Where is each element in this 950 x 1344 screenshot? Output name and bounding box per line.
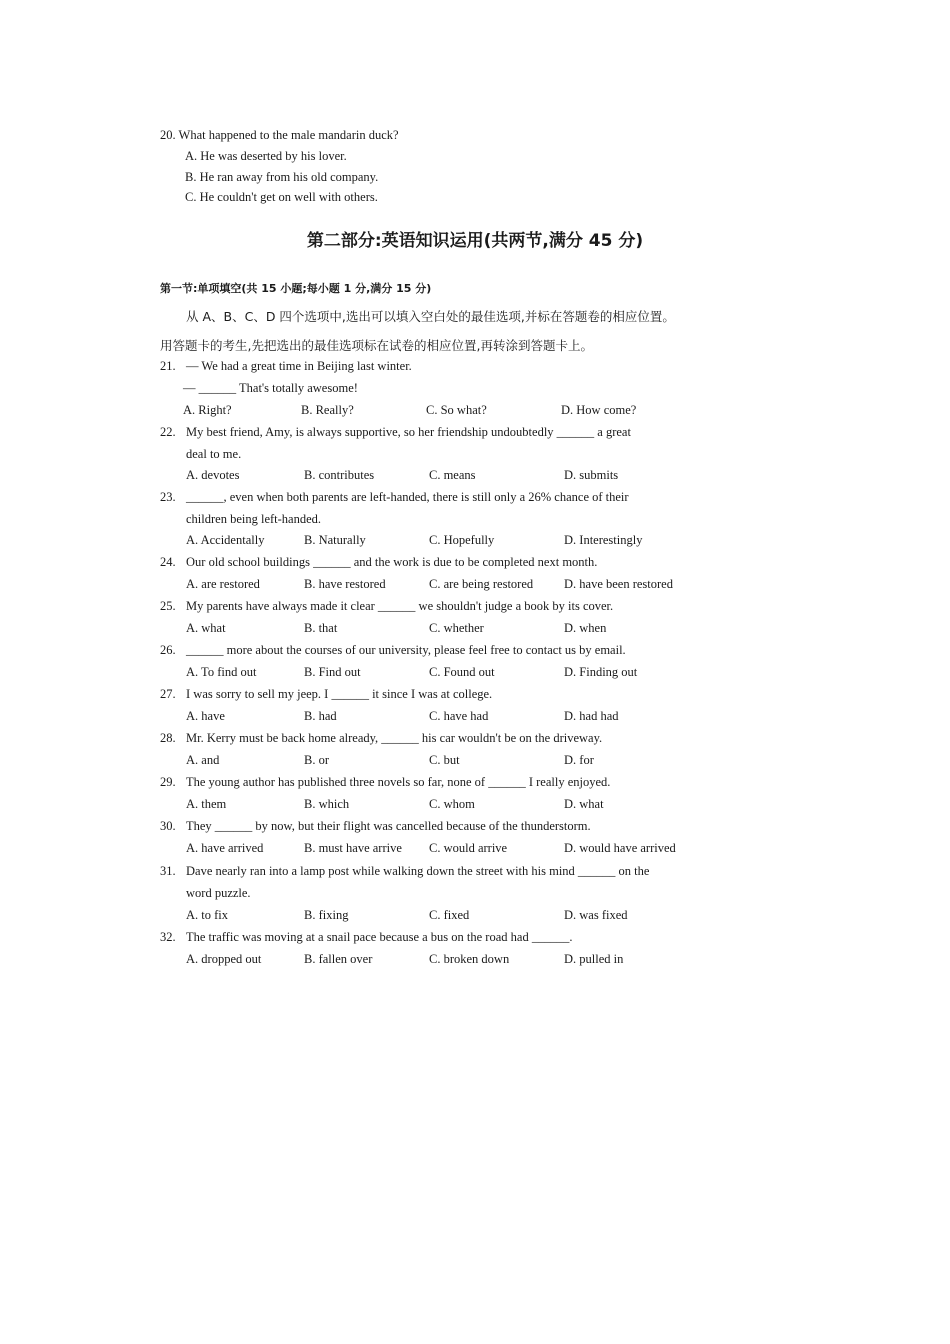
question-text: — We had a great time in Beijing last winter.	[186, 359, 412, 373]
question-20-option-a: A. He was deserted by his lover.	[185, 149, 347, 163]
question-number: 31.	[160, 864, 176, 878]
question-22-stem-line2: deal to me.	[186, 447, 242, 461]
question-number: 23.	[160, 490, 176, 504]
question-text: My best friend, Amy, is always supportive, so her friendship undoubtedly ______ a great	[186, 425, 631, 439]
option-a: A. Accidentally	[186, 533, 265, 547]
option-a: A. To find out	[186, 665, 257, 679]
instruction-line-1: 从 A、B、C、D 四个选项中,选出可以填入空白处的最佳选项,并标在答题卷的相应位置。	[186, 309, 675, 324]
question-text: ______ more about the courses of our university, please feel free to contact us by email.	[186, 643, 626, 657]
option-c: C. whom	[429, 797, 475, 811]
option-c: C. means	[429, 468, 476, 482]
question-text: The young author has published three novels so far, none of ______ I really enjoyed.	[186, 775, 611, 789]
question-number: 27.	[160, 687, 176, 701]
option-c: C. So what?	[426, 403, 487, 417]
option-c: C. would arrive	[429, 841, 508, 855]
option-c: C. have had	[429, 709, 489, 723]
option-a: A. have	[186, 709, 225, 723]
question-text: Mr. Kerry must be back home already, ______ his car wouldn't be on the driveway.	[186, 731, 603, 745]
option-b: B. Naturally	[304, 533, 366, 547]
option-d: D. was fixed	[564, 908, 628, 922]
part2-heading: 第二部分:英语知识运用(共两节,满分 45 分)	[306, 231, 644, 251]
question-31-stem	[160, 864, 649, 879]
question-text: Dave nearly ran into a lamp post while walking down the street with his mind ______ on the	[186, 864, 650, 878]
question-21-stem-line2: — ______ That's totally awesome!	[183, 381, 358, 395]
option-b: B. had	[304, 709, 337, 723]
option-b: B. contributes	[304, 468, 375, 482]
option-a: A. to fix	[186, 908, 229, 922]
option-c: C. whether	[429, 621, 484, 635]
question-20-option-c: C. He couldn't get on well with others.	[185, 190, 378, 204]
option-a: A. and	[186, 753, 220, 767]
question-27-stem	[160, 687, 492, 702]
option-b: B. fallen over	[304, 952, 373, 966]
option-d: D. have been restored	[564, 577, 673, 591]
option-d: D. Finding out	[564, 665, 638, 679]
option-b: B. Find out	[304, 665, 361, 679]
option-d: D. pulled in	[564, 952, 624, 966]
option-b: B. must have arrive	[304, 841, 402, 855]
option-c: C. but	[429, 753, 460, 767]
option-d: D. would have arrived	[564, 841, 676, 855]
option-d: D. How come?	[561, 403, 637, 417]
instruction-line-2: 用答题卡的考生,先把选出的最佳选项标在试卷的相应位置,再转涂到答题卡上。	[160, 338, 593, 353]
option-a: A. Right?	[183, 403, 232, 417]
option-d: D. had had	[564, 709, 619, 723]
question-25-stem	[160, 599, 613, 614]
question-23-stem	[160, 490, 629, 505]
option-b: B. Really?	[301, 403, 354, 417]
option-b: B. have restored	[304, 577, 386, 591]
question-number: 32.	[160, 930, 176, 944]
question-number: 28.	[160, 731, 176, 745]
question-22-stem	[160, 425, 631, 440]
option-d: D. Interestingly	[564, 533, 643, 547]
question-text: I was sorry to sell my jeep. I ______ it since I was at college.	[186, 687, 493, 701]
option-c: C. Hopefully	[429, 533, 495, 547]
option-a: A. are restored	[186, 577, 260, 591]
question-number: 24.	[160, 555, 176, 569]
question-text: ______, even when both parents are left-handed, there is still only a 26% chance of their	[186, 490, 629, 504]
option-a: A. dropped out	[186, 952, 262, 966]
option-a: A. what	[186, 621, 226, 635]
question-20-stem: 20. What happened to the male mandarin duck?	[160, 128, 399, 142]
question-31-stem-line2: word puzzle.	[186, 886, 251, 900]
question-20-option-b: B. He ran away from his old company.	[185, 170, 379, 184]
question-30-stem	[160, 819, 591, 834]
option-a: A. devotes	[186, 468, 240, 482]
option-d: D. submits	[564, 468, 619, 482]
question-number: 25.	[160, 599, 176, 613]
question-text: My parents have always made it clear ______ we shouldn't judge a book by its cover.	[186, 599, 614, 613]
option-d: D. when	[564, 621, 607, 635]
question-text: The traffic was moving at a snail pace because a bus on the road had ______.	[186, 930, 573, 944]
option-d: D. for	[564, 753, 594, 767]
question-21-stem	[160, 359, 412, 374]
option-d: D. what	[564, 797, 604, 811]
section1-heading: 第一节:单项填空(共 15 小题;每小题 1 分,满分 15 分)	[160, 282, 432, 295]
option-b: B. or	[304, 753, 329, 767]
option-c: C. Found out	[429, 665, 495, 679]
question-28-stem	[160, 731, 602, 746]
question-23-stem-line2: children being left-handed.	[186, 512, 322, 526]
question-number: 22.	[160, 425, 176, 439]
question-32-stem	[160, 930, 572, 945]
option-c: C. fixed	[429, 908, 470, 922]
option-b: B. fixing	[304, 908, 349, 922]
option-c: C. are being restored	[429, 577, 534, 591]
option-a: A. have arrived	[186, 841, 264, 855]
option-a: A. them	[186, 797, 227, 811]
question-number: 30.	[160, 819, 176, 833]
question-number: 29.	[160, 775, 176, 789]
question-text: They ______ by now, but their flight was cancelled because of the thunderstorm.	[186, 819, 591, 833]
question-24-stem	[160, 555, 597, 570]
question-29-stem	[160, 775, 610, 790]
question-number: 21.	[160, 359, 176, 373]
option-c: C. broken down	[429, 952, 510, 966]
option-b: B. which	[304, 797, 350, 811]
question-number: 26.	[160, 643, 176, 657]
question-text: Our old school buildings ______ and the work is due to be completed next month.	[186, 555, 598, 569]
question-26-stem	[160, 643, 626, 658]
option-b: B. that	[304, 621, 338, 635]
